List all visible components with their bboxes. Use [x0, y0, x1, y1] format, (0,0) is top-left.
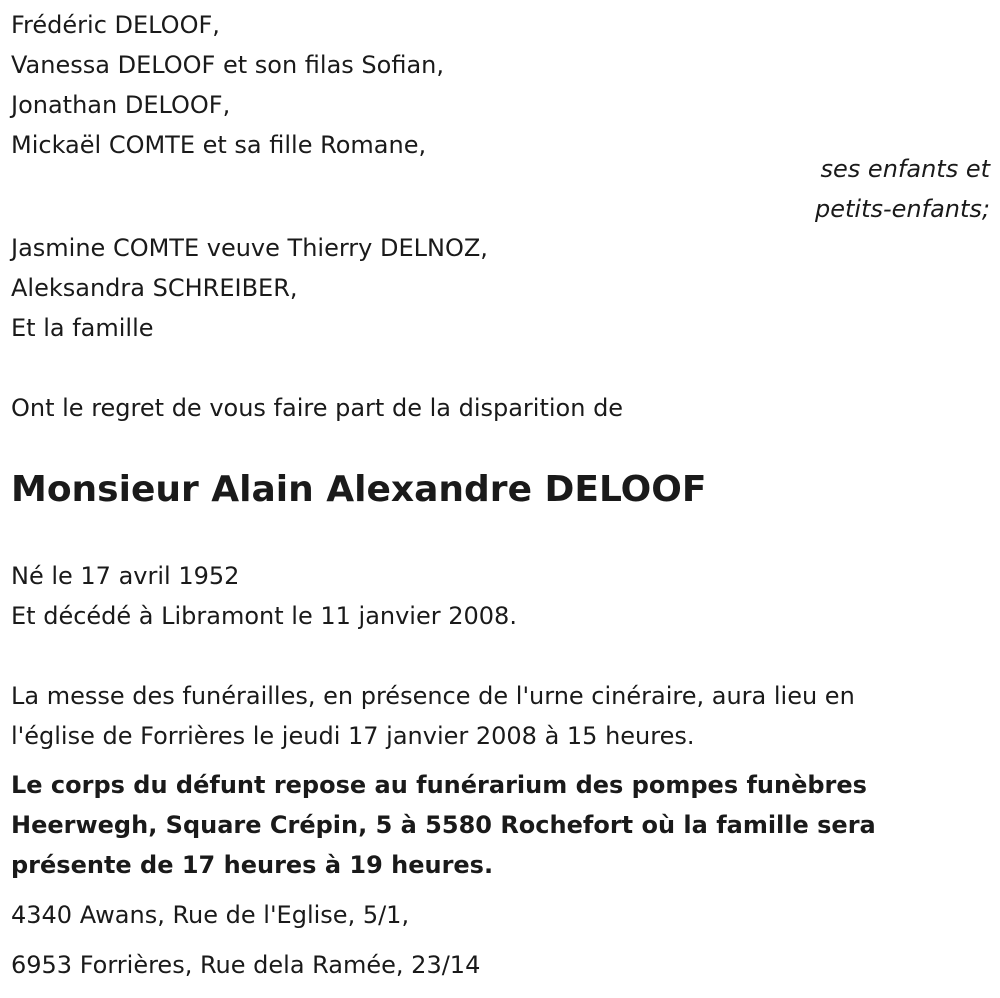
family-line-4: Mickaël COMTE et sa fille Romane,: [11, 131, 427, 159]
family-line-3: Jonathan DELOOF,: [11, 91, 231, 119]
funerarium-line-3: présente de 17 heures à 19 heures.: [11, 851, 494, 879]
funerarium-line-1: Le corps du défunt repose au funérarium des pompes funèbres: [11, 771, 867, 799]
death-line: Et décédé à Libramont le 11 janvier 2008.: [11, 602, 517, 630]
deceased-name: Monsieur Alain Alexandre DELOOF: [11, 469, 707, 510]
address-line-1: 4340 Awans, Rue de l'Eglise, 5/1,: [11, 901, 410, 929]
other-family-line-2: Aleksandra SCHREIBER,: [11, 274, 298, 302]
other-family-line-1: Jasmine COMTE veuve Thierry DELNOZ,: [11, 234, 488, 262]
relation-line-1: ses enfants et: [820, 155, 990, 183]
relation-line-2: petits-enfants;: [815, 195, 990, 223]
family-line-2: Vanessa DELOOF et son filas Sofian,: [11, 51, 444, 79]
announcement-text: Ont le regret de vous faire part de la disparition de: [11, 394, 624, 422]
funeral-line-2: l'église de Forrières le jeudi 17 janvier 2008 à 15 heures.: [11, 722, 695, 750]
funerarium-line-2: Heerwegh, Square Crépin, 5 à 5580 Rochefort où la famille sera: [11, 811, 876, 839]
birth-line: Né le 17 avril 1952: [11, 562, 240, 590]
address-line-2: 6953 Forrières, Rue dela Ramée, 23/14: [11, 951, 481, 979]
family-line-1: Frédéric DELOOF,: [11, 11, 220, 39]
other-family-line-3: Et la famille: [11, 314, 154, 342]
funeral-line-1: La messe des funérailles, en présence de l'urne cinéraire, aura lieu en: [11, 682, 855, 710]
